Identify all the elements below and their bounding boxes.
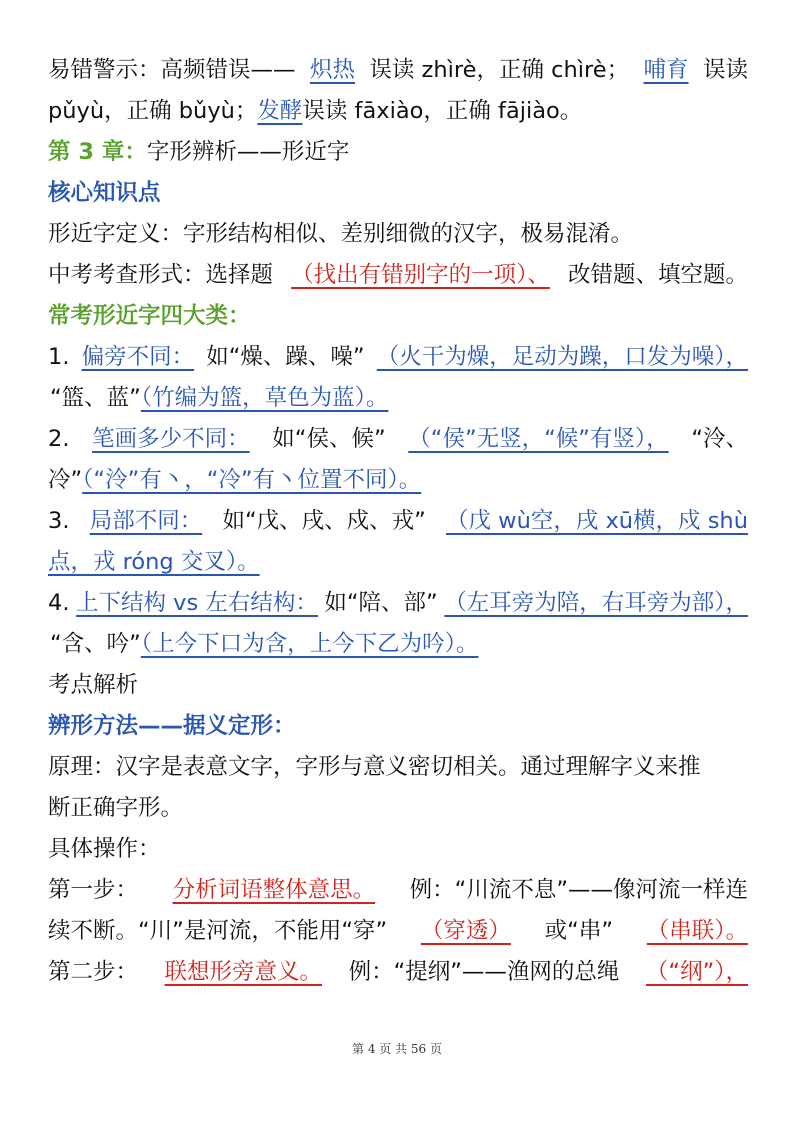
item-number-1: 1. [48, 344, 70, 370]
category-1-explain: （火干为燥，足动为躁，口发为噪）， [376, 344, 748, 370]
item-number-2: 2. [48, 426, 70, 452]
category-2-explain-2: （“泠”有丶，“冷”有丶位置不同）。 [82, 467, 422, 493]
document-body [48, 50, 748, 993]
correct-text-1: pǔyù，正确 bǔyù； [48, 98, 258, 124]
chapter-heading [48, 132, 748, 173]
category-4-title: 上下结构 vs 左右结构： [76, 590, 318, 616]
category-4-explain: （左耳旁为陪，右耳旁为部）， [444, 590, 748, 616]
exam-format-note: （找出有错别字的一项）、 [291, 262, 550, 288]
category-2-line-1 [48, 419, 748, 460]
category-2-example: 如“侯、候” [272, 426, 386, 452]
term-link-buyu[interactable]: 哺育 [643, 57, 689, 83]
category-4-explain-2: （上今下口为含，上今下乙为吟）。 [140, 631, 479, 657]
exam-format-rest: 改错题、填空题。 [567, 262, 748, 288]
step-2-label: 第二步： [48, 959, 139, 985]
principle-line-2: 断正确字形。 [48, 795, 184, 821]
section-heading-analysis: 考点解析 [48, 672, 139, 698]
category-4-line-2 [48, 624, 748, 665]
category-3-explain: （戊 wù空，戌 xū横，戍 shù [446, 508, 748, 534]
chapter-title: 字形辨析——形近字 [146, 139, 350, 165]
category-1-title: 偏旁不同： [81, 344, 195, 370]
exam-format-label: 中考考查形式：选择题 [48, 262, 274, 288]
term-link-chire[interactable]: 炽热 [309, 57, 355, 83]
step-1-answer-1: （穿透） [420, 918, 511, 944]
category-4-line-1 [48, 583, 748, 624]
category-2-line-2 [48, 460, 748, 501]
term-link-fajiao[interactable]: 发酵 [257, 98, 303, 124]
category-2-title: 笔画多少不同： [92, 426, 250, 452]
category-heading: 常考形近字四大类： [48, 303, 251, 329]
definition-text: 形近字定义：字形结构相似、差别细微的汉字，极易混淆。 [48, 221, 634, 247]
step-1-line-1 [48, 870, 748, 911]
page-footer: 第 4 页 共 56 页 [352, 1042, 442, 1056]
category-1-line-1 [48, 337, 748, 378]
paragraph-line-1 [48, 50, 748, 91]
misreading-text-2: 误读 [702, 57, 748, 83]
paragraph-line-2 [48, 91, 748, 132]
step-2-line-1 [48, 952, 748, 993]
category-2-explain: （“侯”无竖，“候”有竖）， [408, 426, 669, 452]
step-1-line-2 [48, 911, 748, 952]
step-1-title: 分析词语整体意思。 [172, 877, 376, 903]
category-1-example: 如“燥、躁、噪” [206, 344, 365, 370]
step-1-or: 或“串” [544, 918, 613, 944]
step-1-explain: 续不断。“川”是河流，不能用“穿” [48, 918, 388, 944]
exam-format-line [48, 255, 748, 296]
item-number-4: 4. [48, 590, 70, 616]
category-1-line-2 [48, 378, 748, 419]
step-1-example: 例：“川流不息”——像河流一样连 [409, 877, 748, 903]
category-3-line-2 [48, 542, 748, 583]
category-3-line-1 [48, 501, 748, 542]
section-heading-core: 核心知识点 [48, 180, 161, 206]
category-3-example: 如“戊、戌、戍、戎” [222, 508, 426, 534]
step-1-label: 第一步： [48, 877, 139, 903]
category-4-example-2: “含、吟” [50, 631, 141, 657]
category-3-explain-cont: 点，戎 róng 交叉）。 [48, 549, 260, 575]
category-2-example-2a: “泠、 [691, 426, 748, 452]
step-2-answer: （“纲”）， [645, 959, 748, 985]
step-1-answer-2: （串联）。 [646, 918, 748, 944]
steps-heading: 具体操作： [48, 836, 161, 862]
warning-label: 易错警示：高频错误—— [48, 57, 296, 83]
principle-line-1: 原理：汉字是表意文字，字形与意义密切相关。通过理解字义来推 [48, 754, 701, 780]
chapter-number: 第 3 章： [48, 139, 147, 165]
category-4-example: 如“陪、部” [324, 590, 438, 616]
category-3-title: 局部不同： [89, 508, 203, 534]
step-2-example: 例：“提纲”——渔网的总绳 [348, 959, 620, 985]
item-number-3: 3. [48, 508, 70, 534]
category-2-example-2b: 冷” [48, 467, 83, 493]
category-1-explain-2: （竹编为篮，草色为蓝）。 [140, 385, 389, 411]
method-heading: 辨形方法——据义定形： [48, 713, 296, 739]
category-1-example-2: “篮、蓝” [50, 385, 141, 411]
step-2-title: 联想形旁意义。 [164, 959, 323, 985]
misreading-text-1: 误读 zhìrè，正确 chìrè； [369, 57, 630, 83]
correct-text-2: 误读 fāxiào，正确 fājiào。 [302, 98, 583, 124]
